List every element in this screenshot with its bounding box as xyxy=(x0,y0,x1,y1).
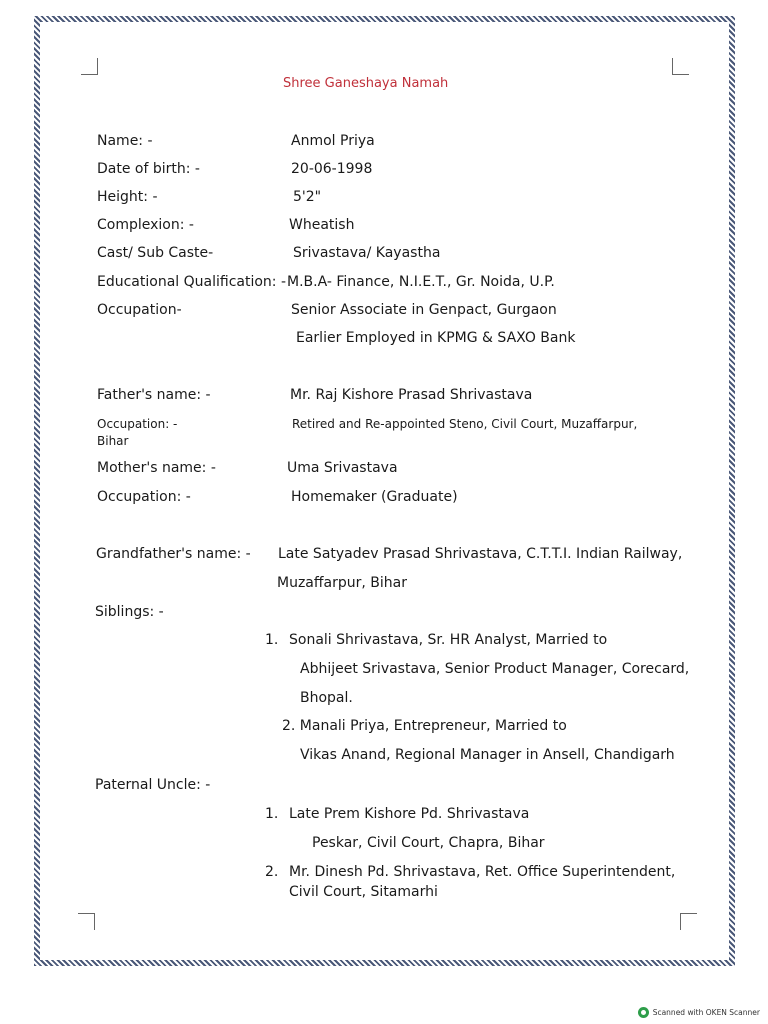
father-name-label: Father's name: - xyxy=(97,387,211,403)
grandfather-name-value: Late Satyadev Prasad Shrivastava, C.T.T.I. Indian Railway, xyxy=(278,546,683,562)
height-label: Height: - xyxy=(97,189,158,205)
education-label: Educational Qualification: - xyxy=(97,274,286,290)
name-label: Name: - xyxy=(97,133,153,149)
scanner-text: Scanned with OKEN Scanner xyxy=(652,1008,760,1017)
complexion-value: Wheatish xyxy=(289,217,355,233)
corner-mark-top-left xyxy=(81,58,98,75)
caste-value: Srivastava/ Kayastha xyxy=(293,245,441,261)
sibling-2-line2: Vikas Anand, Regional Manager in Ansell, Chandigarh xyxy=(300,747,675,763)
uncle-2-line1: Mr. Dinesh Pd. Shrivastava, Ret. Office Superintendent, xyxy=(289,864,676,880)
uncle-1-line2: Peskar, Civil Court, Chapra, Bihar xyxy=(312,835,545,851)
sibling-2-line1: 2. Manali Priya, Entrepreneur, Married to xyxy=(282,718,567,734)
father-occupation-label-line2: Bihar xyxy=(97,434,129,448)
father-name-value: Mr. Raj Kishore Prasad Shrivastava xyxy=(290,387,533,403)
dob-value: 20-06-1998 xyxy=(291,161,373,177)
uncle-1-number: 1. xyxy=(265,806,279,822)
uncle-2-number: 2. xyxy=(265,864,279,880)
paternal-uncle-label: Paternal Uncle: - xyxy=(95,777,211,793)
mother-name-value: Uma Srivastava xyxy=(287,460,398,476)
caste-label: Cast/ Sub Caste- xyxy=(97,245,214,261)
mother-occupation-label: Occupation: - xyxy=(97,489,191,505)
grandfather-name-value-line2: Muzaffarpur, Bihar xyxy=(277,575,407,591)
occupation-label: Occupation- xyxy=(97,302,182,318)
uncle-1-line1: Late Prem Kishore Pd. Shrivastava xyxy=(289,806,530,822)
father-occupation-label: Occupation: - xyxy=(97,417,178,431)
height-value: 5'2" xyxy=(293,189,322,205)
sibling-1-line1: Sonali Shrivastava, Sr. HR Analyst, Married to xyxy=(289,632,608,648)
sibling-1-line3: Bhopal. xyxy=(300,690,353,706)
mother-name-label: Mother's name: - xyxy=(97,460,216,476)
siblings-label: Siblings: - xyxy=(95,604,164,620)
mother-occupation-value: Homemaker (Graduate) xyxy=(291,489,458,505)
corner-mark-top-right xyxy=(672,58,689,75)
uncle-2-line2: Civil Court, Sitamarhi xyxy=(289,884,438,900)
dob-label: Date of birth: - xyxy=(97,161,200,177)
occupation-value-line2: Earlier Employed in KPMG & SAXO Bank xyxy=(296,330,576,346)
sibling-1-number: 1. xyxy=(265,632,279,648)
father-occupation-value: Retired and Re-appointed Steno, Civil Court, Muzaffarpur, xyxy=(292,417,638,431)
name-value: Anmol Priya xyxy=(291,133,375,149)
complexion-label: Complexion: - xyxy=(97,217,194,233)
sibling-1-line2: Abhijeet Srivastava, Senior Product Manager, Corecard, xyxy=(300,661,690,677)
grandfather-name-label: Grandfather's name: - xyxy=(96,546,251,562)
occupation-value: Senior Associate in Genpact, Gurgaon xyxy=(291,302,557,318)
education-value: M.B.A- Finance, N.I.E.T., Gr. Noida, U.P. xyxy=(287,274,555,290)
corner-mark-bottom-left xyxy=(78,913,95,930)
scanner-watermark xyxy=(638,1007,760,1018)
page-title: Shree Ganeshaya Namah xyxy=(283,76,449,91)
scanner-logo-icon xyxy=(638,1007,649,1018)
corner-mark-bottom-right xyxy=(680,913,697,930)
